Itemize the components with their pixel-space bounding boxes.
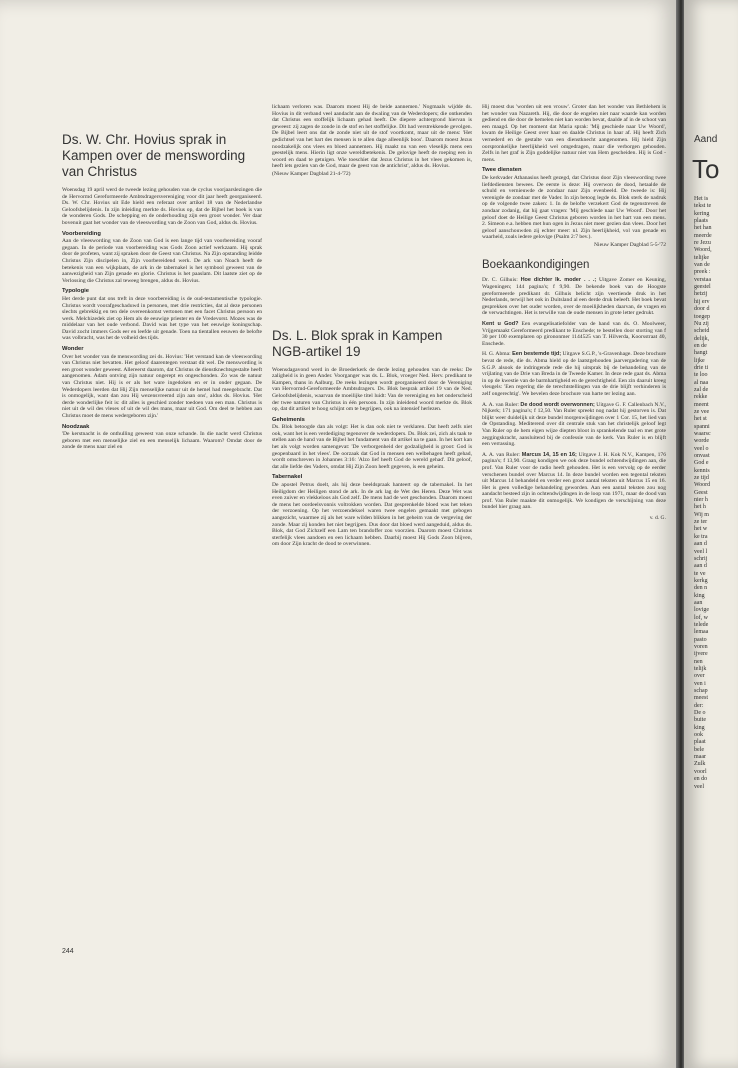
book-announcement	[482, 452, 666, 511]
section-text: Over het wonder van de menswording zei ds. Hovius: 'Het verstand kan de vleeswording van Christus niet bevatten. Het geloof daarentegen verstaat dit wel. De menswording is een groot wonder geweest. Allereerst daarom, dat Christus de dienstknechtsgestalte heeft aangenomen. Adam ontving zijn natuur ongerept en ongeschonden. Zo was de natuur van Christus niet. Hij is er als het ware ingedoken en er in onder gegaan. De Wederdopers leerden dat Hij Zijn menselijke natuur uit de hemel had meegebracht. Dat is onmogelijk, want dan zou Hij wezensvreemd zijn aan ons', aldus ds. Hovius. 'Het derde wonderlijke feit is: dit alles is geschied zonder toedoen van een man. Christus is niet uit de wil des vleses of uit de wil des mans, maar uit God. Om deel te hebben aan Christus moet de mens wedergeboren zijn.'	[62, 353, 262, 419]
right-page-line: het w	[694, 526, 708, 533]
right-page-line: telijke	[694, 254, 709, 261]
right-page-line: buite	[694, 717, 706, 724]
right-page-line: Woord	[694, 482, 711, 489]
section-heading: Geheimenis	[272, 416, 305, 423]
section-heading: Typologie	[62, 288, 89, 295]
section-heading: Noodzaak	[62, 423, 90, 430]
right-page-line: Woord,	[694, 247, 712, 254]
right-page-line: telijk	[694, 666, 707, 672]
announcement-author: A. A. van Ruler:	[482, 451, 522, 458]
article-source: (Nieuw Kamper Dagblad 21-4-'72)	[272, 170, 351, 177]
right-page-line: toegep	[694, 313, 710, 320]
announcement-author: H. G. Abma:	[482, 351, 513, 358]
book-announcement	[482, 402, 666, 448]
announcement-text: Uitgave S.G.P., 's-Gravenhage. Deze brochure bevat de rede, die ds. Abma hield op de laatstgehouden jaarvergadering van de S.G.P. alsook de indringende rede die hij uitsprak bij de behandeling van de vrijlating van de Drie van Breda in de Tweede Kamer. In deze rede gaat ds. Abma in op de kwestie van de barmhartigheid en de gerechtigheid. Een zin daaruit kreeg vleugels: 'Een regering die de terechtstellingen van de drie blijft verhinderen is zelf ongerechtig'. We bevelen deze brochure van harte ter lezing aan.	[482, 351, 666, 397]
right-page-line: scheid	[694, 328, 710, 335]
right-page-line: rekke	[694, 394, 708, 401]
right-page-line: veel l	[694, 548, 708, 555]
right-page-line: hangt	[694, 350, 708, 357]
right-page-line: hetzij	[694, 291, 708, 298]
right-page-line: lof, w	[694, 614, 708, 621]
right-page-line: ijvere	[694, 651, 708, 658]
section-heading: Voorbereiding	[62, 230, 101, 237]
section-text: De kerkvader Athanasius heeft gezegd, dat Christus door Zijn vleeswording twee liefdediensten bewees. De eerste is deze: Hij overwon de dood, hetaalde de schuld en vernieuwde de zondaar naar Zijn evenbeeld. De tweede is: Hij verenigde de zondaar met de Vader. In zijn betoog legde ds. Blok sterk de nadruk op de volgende twee zaken: 1. In de belofte verzekert God de tegenstreven de zondaar zodanig, dat hij gaat vragen: 'Mij geschiede naar Uw Woord'. Door het geloof doet de Heilige Geest Christus geboren worden in het hart van een mens. 2. Simeon e.a. hebben met hun ogen in Jezus niet meer gezien dan vlees. Door het geloof aanschouwden zij echter meer: nl. Zijn heerlijkheid, vol van genade en waarheid, zoals iedere gelovige (Psalm 2:7 bev.).	[482, 174, 666, 241]
announcement-author: Dr. C. Gilhuis:	[482, 277, 521, 284]
section-heading: Twee diensten	[482, 167, 522, 174]
right-page-line: voren	[694, 643, 708, 650]
right-page-header: Aand	[694, 134, 718, 145]
announcement-title: Een bestemde tijd;	[512, 351, 562, 358]
right-page-line: veel o	[694, 445, 709, 452]
right-page-line: Wij m	[694, 511, 709, 518]
right-page-line: ook	[694, 732, 703, 739]
right-page-line: en do	[694, 776, 708, 783]
section-heading: Wonder	[62, 346, 84, 353]
right-page-line: drie ti	[694, 364, 709, 371]
right-page-line: het st	[694, 416, 707, 423]
right-page-line: maar	[694, 754, 706, 761]
right-page-line: schap	[694, 688, 708, 695]
right-page-line: nier h	[694, 497, 708, 504]
right-page-line: schrij	[694, 555, 708, 562]
continued-text: Hij moest dus 'worden uit een vrouw'. Groter dan het wonder van Bethlehem is het wonder van Nazareth. Hij, die door de engelen niet naar waarde kan worden gediend en die door de hemelen niet kan worden bevat, daalde af in de schoot van een maagd. Op het moment dat Maria sprak: 'Mij geschiede naar Uw Woord', kwam de Heilige Geest over haar en daalde Christus in haar af. Hij heeft Zich vernederd en de gestalte van een dienstknecht aangenomen. Hij hield Zijn oorspronkelijke heerlijkheid wel omgedragen, maar die verborgen gehouden. Zelfs in het graf is Zijn goddelijke natuur niet van Hem gescheiden. Hij is God - mens.	[482, 104, 666, 163]
right-page-line: ze ter	[694, 519, 708, 526]
right-page-line: kerkg	[694, 577, 708, 584]
right-page-line: Nu zij	[694, 320, 709, 327]
right-page-line: kennis	[694, 467, 710, 474]
announcement-title: De dood wordt overwonnen;	[520, 401, 595, 408]
page-number: 244	[62, 948, 74, 955]
section-text: Ds. Blok betoogde dan als volgt: Het is dan ook niet te verklaren. Dat heeft zelfs niet ook, want het is een verdediging tegenover de wederdopers. Ds. Blok zei, zich als taak te stellen aan de hand van de Bijbel het fundament van dit artikel na te gaan. In het kort kan het als volgt worden samengevat: 'De verborgenheid der godzaligheid is groot: God is geopenbaard in het vlees'. De oorzaak dat God in mensen een welbehagen heeft gehad, wordt omschreven in Johannes 3:16: 'Alzo lief heeft God de wereld gehad'. Dit geloof, dat alle liefde des Vaders, omdat Hij Zijn Zoon heeft gegeven, is een geheim.	[272, 424, 472, 470]
right-page-line: ze tijd	[694, 475, 709, 482]
right-page-line: het han	[694, 225, 712, 232]
right-page-line: voorl	[694, 768, 707, 775]
article-headline-hovius: Ds. W. Chr. Hovius sprak in Kampen over de menswording van Christus	[62, 132, 246, 179]
announcement-title: Kent u God?	[482, 321, 519, 328]
right-page-line: meent	[694, 401, 709, 408]
right-page-line: geestel	[694, 284, 711, 291]
right-page-text	[694, 196, 734, 791]
book-announcement	[482, 277, 666, 317]
right-page-line: van de	[694, 262, 710, 269]
article-intro: Woensdagavond werd in de Broederkerk de derde lezing gehouden van de reeks: De zaligheid is in geen Ander. Voorganger was ds. L. Blok, vroeger Ned. Herv. predikant te Kampen, thans in Aalburg. De reeks lezingen wordt georganiseerd door de Vereniging van Hervormd-Gereformeerde Ambtsdragers. Ds. Blok besprak artikel 19 van de Ned. Geloofsbelijdenis, waarvan de moeilijke titel luidt: Van de vereniging en het onderscheid der twee naturen van Christus in één persoon. In zijn inleidend woord merkte ds. Blok op, dat dit artikel te hoog schijnt om te begrijpen, ook na intensief herlezen.	[272, 366, 472, 413]
section-heading: Tabernakel	[272, 474, 303, 481]
right-page-line: het h	[694, 504, 706, 511]
right-page-line: aan d	[694, 563, 707, 570]
right-page-line: aan	[694, 599, 703, 606]
right-page-line: ze vee	[694, 408, 710, 415]
announcement-text: Een evangelisatiefolder van de hand van ds. O. Moolweer, Vrijgemaakt Gereformeerd predikant te Enschede; te bestellen door storting van f 30 per 100 exemplaren op girononmer 1144525 van T. Hilverda, Koorsstraat 40, Enschede.	[482, 321, 666, 347]
right-page-line: lovige	[694, 607, 709, 614]
right-page-line: Geest	[694, 489, 708, 496]
right-page-line: onvast	[694, 453, 710, 460]
right-page-line: worde	[694, 438, 709, 445]
right-page-line: en de	[694, 342, 707, 349]
book-announcements-title: Boekaankondigingen	[482, 259, 590, 272]
right-page-line: preek :	[694, 269, 711, 276]
right-page-line: re Jezu	[694, 240, 711, 247]
right-page-line: aan d	[694, 541, 707, 548]
right-page-line: telede	[694, 621, 709, 628]
right-page-line: pasto	[694, 636, 707, 643]
right-page-line: king	[694, 724, 705, 731]
right-page-line: nen	[694, 658, 703, 665]
right-page-line: den n	[694, 585, 708, 592]
right-page-line: spanni	[694, 423, 710, 430]
section-text: De apostel Petrus doelt, als hij deze beeldspraak hanteert op de tabernakel. In het Heiligdom der Heiligen stond de ark. In de ark lag de Wet des Heren. Deze Wet was even zuiver en vlekkeloos als God zelf. De mens had de wet geschonden. Daarom moest de mens het oordeelsvonnis voltrokken worden. Dat gesprenkelde bloed was het teken der verzoening. Op het verzoendeksel waren twee engelen gemaakt met gebogen aangezicht, waarmee zij als het ware wilden blikken in het geheim van de vergeving der zonde. Maar zij konden het niet begrijpen. Dus door dat bloed werd aangeduid, aldus ds. Blok, dat God Zichzelf een Lam ten brandoffer zou voorzien. Daarom moest Christus sterfelijk vlees aandoen en een lichaam hebben. Daarbij moest Hij Gods Zoon blijven, om door Zijn kracht de dood te overwinnen.	[272, 482, 472, 548]
right-page-line: bele	[694, 746, 704, 753]
right-page-line: lemaa	[694, 629, 709, 636]
announcement-author: A. A. van Ruler:	[482, 401, 521, 408]
right-page-line: te loo	[694, 372, 708, 379]
right-page-line: De o	[694, 710, 706, 717]
right-page-line: over	[694, 673, 705, 680]
right-page-line: te ve	[694, 570, 706, 577]
right-page-line: tekst te	[694, 203, 712, 210]
right-page-line: veel	[694, 783, 704, 790]
book-announcement	[482, 351, 666, 397]
right-page-line: Het is	[694, 196, 709, 202]
right-page-line: door d	[694, 306, 710, 313]
right-page-line: God e	[694, 460, 709, 467]
right-page-line: ven i	[694, 680, 706, 687]
right-page-line: king	[694, 592, 705, 599]
right-page-line: delijk,	[694, 335, 710, 342]
right-page-line: meerde	[694, 232, 712, 239]
right-page-line: ke tra	[694, 533, 708, 540]
announcement-title: Hoe dichter lk. moder . . .;	[520, 277, 597, 284]
announcement-text: Uitgave Zomer en Keuning, Wageningen; 144 pagina's; f 9,90. De bekende boek van de Hoogste gereformeerde predikant dr. Gilhuis belicht zijn veertiende druk in het Nederlands, terwijl het ook in Duitsland al een derde druk beleeft. Het boek bevat gesprekken over het ouder worden, over de moeilijkheden daarvan, de vragen en de verwachtingen. Het is terwille van de oude mensen in grote letter gedrukt.	[482, 277, 667, 317]
section-text: 'De kerstnacht is de onthulling geweest van onze schande. In die nacht werd Christus geboren met een menselijke ziel en een menselijk lichaam. Waarom? Omdat door de zonde de mens naar ziel en	[62, 431, 262, 451]
announcement-title: Marcus 14, 15 en 16;	[521, 451, 577, 458]
continued-text: lichaam verloren was. Daarom moest Hij de beide aannemen.' Nogmaals wijdde ds. Hovius in dit verband veel aandacht aan de dwaling van de Wederdopers; die ontkenden dat Christus een stoffelijk lichaam gehad heeft. De diepere achtergrond hiervan is geweest: zij zagen de zonde in de stof en het stoffelijke. Dit had verstrekkende gevolgen. De Bijbel leert ons dat de zonde niet uit de stof voortkomt, maar uit de mens: 'Het gedichtsel van het hart des mensen is te allen dage alleenlijk boos'. Daarom moest Jezus noodzakelijk ons vlees en bloed aannemen. Hij maakt nu van een vleselijk mens een geestelijk mens. Hierin ligt onze wereldbetekenis. De gelovige heeft de roeping een in woord en daad te getuigen. Wie toeschiet dat Jezus Christus in het vlees gekomen is, heeft iets gezien van de God, maar de geest van de antichrist', aldus ds. Hovius.	[272, 104, 472, 170]
announcements-signature: v. d. G.	[649, 515, 666, 522]
section-text: Het derde punt dat ons treft in deze voorbereiding is de oud-testamentische typologie. Christus wordt voorafgeschaduwd in personen, met drie restricties, dat al deze personen slechts gebrekkig en ten dele overeenkomst vertonen met een facet Christus persoon en werk. Melchizedek ziet op Hem als de eeuwige priester en de Vredevorst. Mozes was de middelaar van het oude verbond. David was het type van het eeuwige koningschap. David zocht immers Gods eer en leefde uit genade. Toen na tientallen eeuwen de belofte was volbracht, was het de volheid des tijds.	[62, 295, 262, 342]
column-1	[62, 104, 262, 452]
right-page-line: zal de	[694, 386, 709, 393]
article-source: Nieuw Kamper Dagblad 5-5-'72	[594, 241, 666, 248]
right-page-line: waarsc	[694, 431, 711, 437]
right-page-line: meest	[694, 695, 708, 702]
right-page-line: plaats	[694, 218, 708, 225]
article-intro: Woensdag 19 april werd de tweede lezing gehouden van de cyclus voorjaarslezingen die de Hervormd Gereformeerde Ambtsdragersvereniging voor dit jaar heeft georganiseerd. Ds. W. Chr. Hovius uit Ede hield een referaat over artikel 18 van de Nederlandse Geloofsbelijdenis. In zijn inleiding merkte ds. Hovius op, dat de Bijbel het boek is van de wonderen Gods. De schepping en de onderhouding zijn een groot wonder. Ver daar bovenuit gaat het wonder van de vleeswording van de Zoon van God, aldus ds. Hovius.	[62, 187, 262, 226]
right-page-line: hij erv	[694, 298, 710, 305]
article-headline-blok: Ds. L. Blok sprak in Kampen NGB-artikel 19	[272, 327, 443, 359]
announcement-text: Uitgave G. F. Callenbach N.V., Nijkerk; 171 pagina's; f 12,50. Van Ruler spreekt nog nadat hij gestorven is. Dat blijkt weer duidelijk uit deze bundel morgenwijdingen over 1 Cor. 15, het lied van de Opstanding. Mediterend over dit centrale stuk van het christelijk geloof legt Van Ruler op de hem eigen wijze diepten bloot in sprankelende taal en met grote zeggingskracht, aansluitend bij de confessie van de kerk. Van Ruler is en blijft een verrassing.	[482, 401, 666, 448]
right-page-line: verstaa	[694, 276, 711, 283]
right-page-line: der:	[694, 702, 704, 709]
right-page-line: kering	[694, 210, 710, 217]
right-page-line: lijke	[694, 357, 705, 364]
right-page-line: al naa	[694, 379, 709, 386]
column-2	[272, 104, 472, 549]
right-page-line: plaat	[694, 739, 706, 746]
right-page	[684, 0, 738, 1068]
section-text: Aan de vleeswording van de Zoon van God is een lange tijd van voorbereiding vooraf gegaan. In de periode van voorbereiding was Gods Zoon actief werkzaam. Hij sprak door de profeten, want zij spraken door de Geest van Christus. Na Zijn opstanding leidde Christus Zijn discipelen in, Zijn voorbereidend werk. De ark van Noach heeft de betekenis van een wijkplaats, de ark in de tabernakel is het symbool geweest van de aanwezigheid van Zijn genade en glorie. Christus is het paaslam. Dit laatste ziet op de Verlossing die Christus zal teweeg brengen, aldus ds. Hovius.	[62, 238, 262, 284]
column-3	[482, 104, 666, 523]
right-page-line: Zulk	[694, 761, 706, 768]
right-page-title: To	[692, 154, 720, 184]
book-announcement	[482, 321, 666, 347]
announcement-text: Uitgave J. H. Kok N.V., Kampen, 176 pagina's; f 13,90. Graag kondigen we ook deze bundel ochtendwijdingen aan, die prof. Van Ruler voor de radio heeft gehouden. Het is een vervolg op de eerder verschenen bundel over Marcus 14. In deze bundel worden een tegental teksten uit Marcus 14 behandeld en verder een groot aantal teksten uit Marcus 15 en 16. Het is geen volledige behandeling geworden. Aan een aantal teksten zou nog aandacht besteed zijn in ochtendwijdingen in de loop van 1971, maar de dood van prof. Van Ruler maakte dit onmogelijk. We kondigen de verschijning van deze bundel hier graag aan.	[482, 451, 666, 511]
